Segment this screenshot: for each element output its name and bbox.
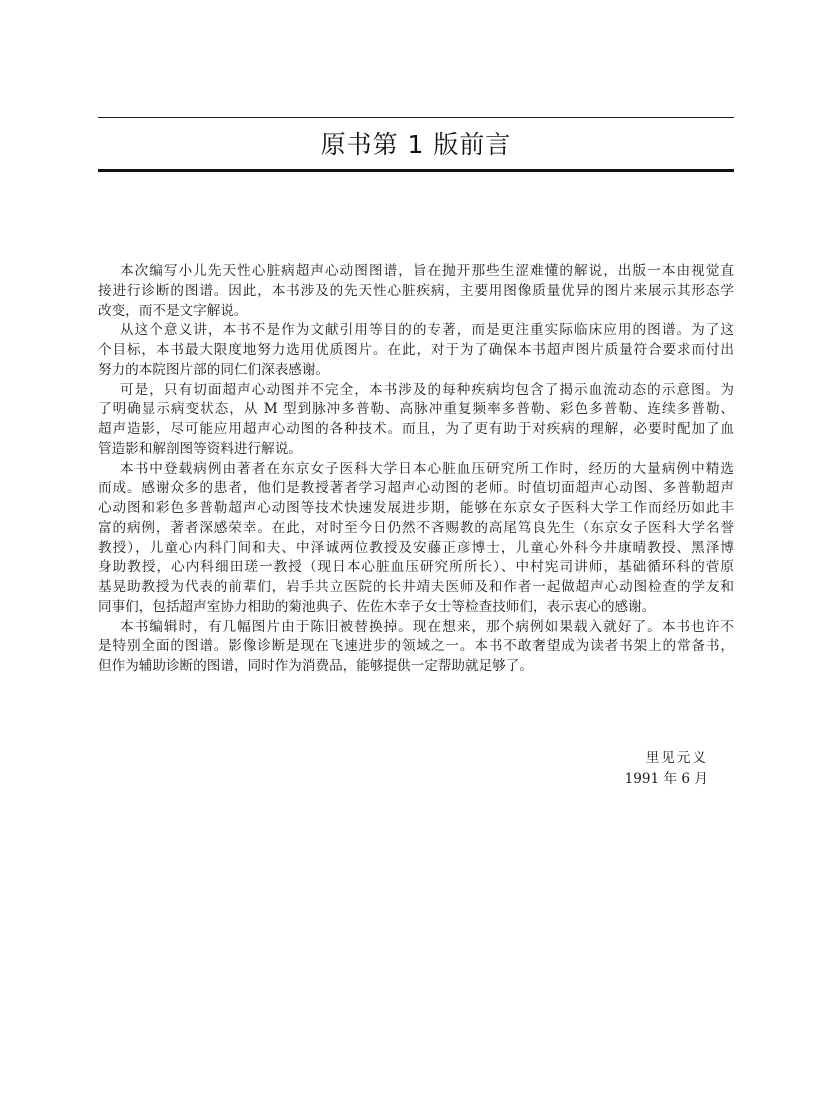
paragraph-line: 基晃助教授为代表的前辈们，岩手共立医院的长井靖夫医师及和作者一起做超声心动图检查的学友和 xyxy=(98,579,734,595)
paragraph-line: 是特别全面的图谱。影像诊断是现在飞速进步的领域之一。本书不敢奢望成为读者书架上的常备书， xyxy=(98,638,734,655)
paragraph xyxy=(98,460,734,618)
paragraph-line: 接进行诊断的图谱。因此，本书涉及的先天性心脏疾病，主要用图像质量优异的图片来展示其形态学 xyxy=(98,282,734,299)
paragraph-line: 个目标，本书最大限度地努力选用优质图片。在此，对于为了确保本书超声图片质量符合要求而付出 xyxy=(98,342,734,358)
paragraph xyxy=(98,381,734,460)
paragraph-line: 了明确显示病变状态，从 M 型到脉冲多普勒、高脉冲重复频率多普勒、彩色多普勒、连续多普勒、 xyxy=(98,401,734,418)
header-rule-top xyxy=(98,117,734,118)
paragraph-line: 本书中登载病例由著者在东京女子医科大学日本心脏血压研究所工作时，经历的大量病例中精选 xyxy=(120,460,734,477)
paragraph-line: 努力的本院图片部的同仁们深表感谢。 xyxy=(98,361,330,378)
paragraph-line: 可是，只有切面超声心动图并不完全，本书涉及的每种疾病均包含了揭示血流动态的示意图。为 xyxy=(120,381,734,398)
paragraph-line: 超声造影，尽可能应用超声心动图的各种技术。而且，为了更有助于对疾病的理解，必要时配加了血 xyxy=(98,421,734,437)
paragraph-line: 心动图和彩色多普勒超声心动图等技术快速发展进步期，能够在东京女子医科大学工作而经历如此丰 xyxy=(98,500,734,516)
header-rule-bottom xyxy=(98,169,734,172)
paragraph-line: 但作为辅助诊断的图谱，同时作为消费品，能够提供一定帮助就足够了。 xyxy=(98,658,533,674)
paragraph xyxy=(98,618,734,677)
preface-body xyxy=(98,262,734,677)
paragraph-line: 从这个意义讲，本书不是作为文献引用等目的的专著，而是更注重实际临床应用的图谱。为了这 xyxy=(120,322,734,339)
paragraph-line: 同事们，包括超声室协力相助的菊池典子、佐佐木幸子女士等检查技师们，表示衷心的感谢。 xyxy=(98,598,656,615)
paragraph-line: 而成。感谢众多的患者，他们是教授著者学习超声心动图的老师。时值切面超声心动图、多普勒超声 xyxy=(98,480,734,497)
paragraph-line: 改变，而不是文字解说。 xyxy=(98,302,248,319)
paragraph-line: 本书编辑时，有几幅图片由于陈旧被替换掉。现在想来，那个病例如果载入就好了。本书也许不 xyxy=(120,618,734,635)
paragraph-line: 本次编写小儿先天性心脏病超声心动图图谱，旨在抛开那些生涩难懂的解说，出版一本由视觉直 xyxy=(120,263,734,279)
page-title: 原书第 1 版前言 xyxy=(320,130,512,159)
paragraph xyxy=(98,321,734,380)
signature-author: 里见元义 xyxy=(645,750,708,766)
paragraph-line: 身助教授，心内科细田瑳一教授（现日本心脏血压研究所所长）、中村宪司讲师，基础循环科的菅原 xyxy=(98,559,734,576)
paragraph-line: 管造影和解剖图等资料进行解说。 xyxy=(98,440,302,457)
paragraph-line: 富的病例，著者深感荣幸。在此，对时至今日仍然不吝赐教的高尾笃良先生（东京女子医科大学名誉 xyxy=(98,519,734,536)
paragraph-line: 教授），儿童心内科门间和夫、中泽诚两位教授及安藤正彦博士，儿童心外科今井康晴教授、黑泽博 xyxy=(98,539,734,556)
paragraph xyxy=(98,262,734,321)
signature-date: 1991 年 6 月 xyxy=(624,771,708,787)
